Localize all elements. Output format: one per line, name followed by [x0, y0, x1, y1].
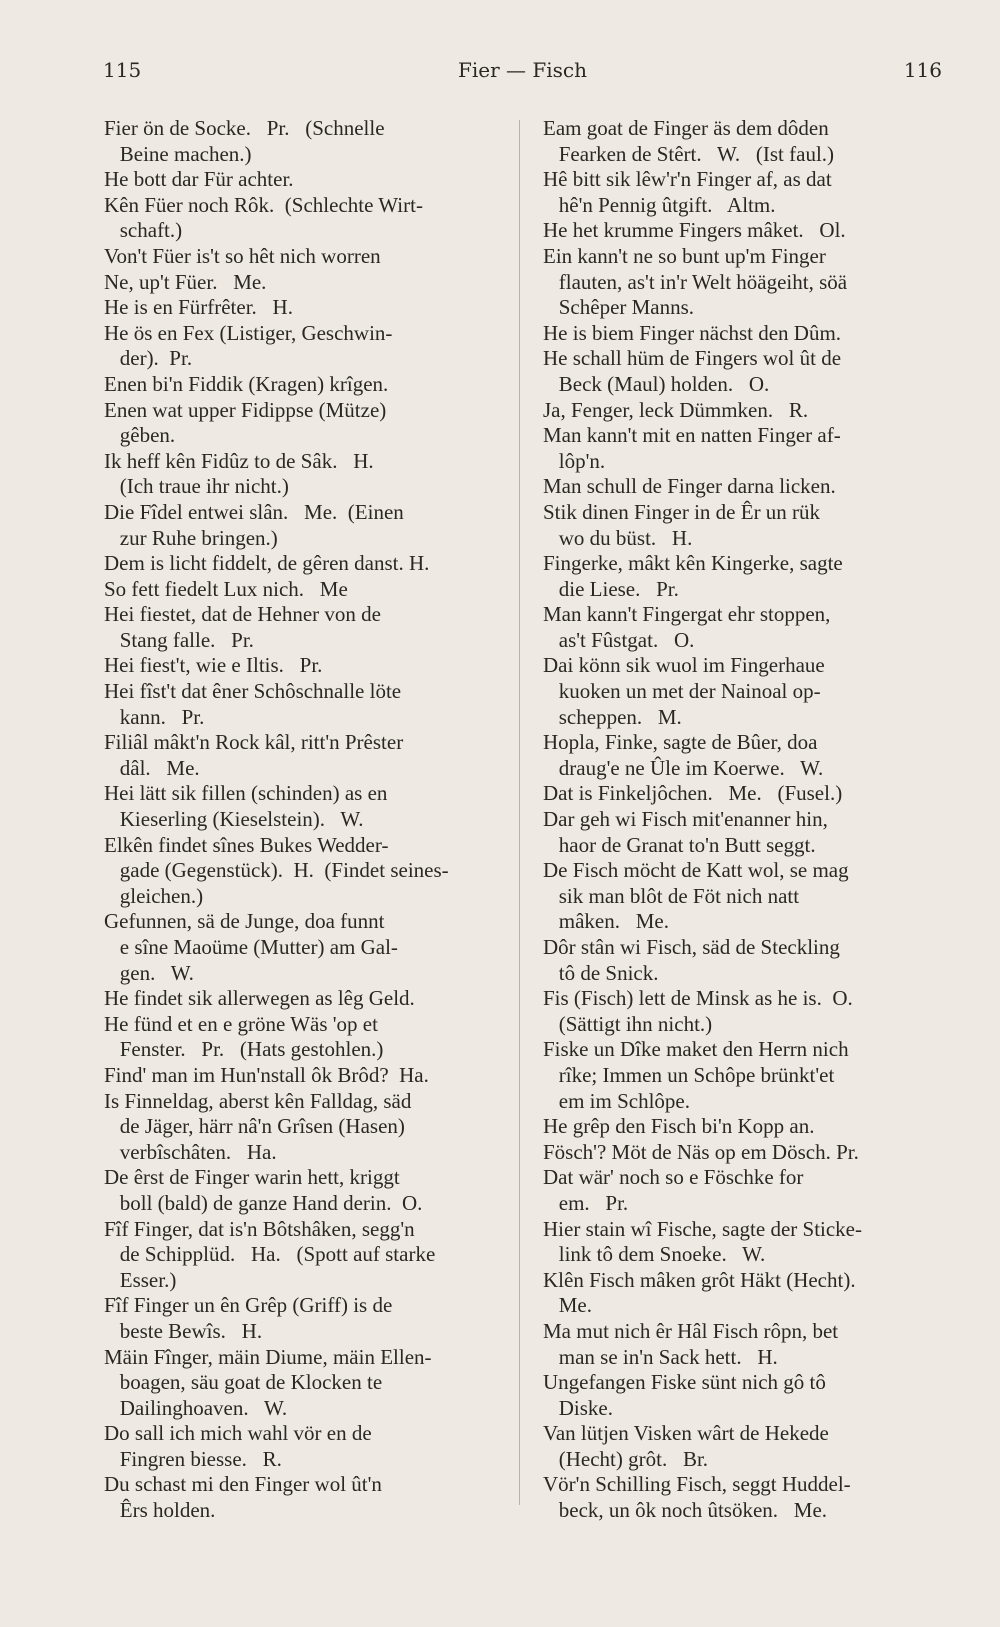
text-line: He is biem Finger nächst den Dûm. [543, 320, 842, 345]
text-line: beste Bewîs. H. [104, 1318, 263, 1343]
text-line: Fenster. Pr. (Hats gestohlen.) [104, 1037, 384, 1062]
text-line: tô de Snick. [543, 960, 659, 985]
text-line: Dem is licht fiddelt, de gêren danst. H. [104, 551, 430, 576]
text-line: em im Schlôpe. [543, 1088, 690, 1113]
text-line: Vör'n Schilling Fisch, seggt Huddel- [543, 1472, 851, 1497]
text-line: hê'n Pennig ûtgift. Altm. [543, 192, 776, 217]
text-line: Man kann't mit en natten Finger af- [543, 423, 841, 448]
text-line: He ös en Fex (Listiger, Geschwin- [104, 320, 393, 345]
text-line: Dailinghoaven. W. [104, 1395, 288, 1420]
text-line: de Jäger, härr nâ'n Grîsen (Hasen) [104, 1114, 405, 1139]
text-line: flauten, as't in'r Welt höägeiht, söä [543, 269, 848, 294]
text-line: verbîschâten. Ha. [104, 1139, 277, 1164]
text-line: Hier stain wî Fische, sagte der Sticke- [543, 1216, 862, 1241]
text-line: der). Pr. [104, 346, 193, 371]
text-line: He is en Fürfrêter. H. [104, 295, 293, 320]
text-line: Dar geh wi Fisch mit'enanner hin, [543, 807, 828, 832]
text-line: boagen, säu goat de Klocken te [104, 1370, 383, 1395]
text-line: Stang falle. Pr. [104, 627, 254, 652]
text-line: Enen wat upper Fidippse (Mütze) [104, 397, 387, 422]
text-line: Do sall ich mich wahl vör en de [104, 1421, 372, 1446]
text-line: Dat wär' noch so e Föschke for [543, 1165, 804, 1190]
text-line: as't Fûstgat. O. [543, 627, 695, 652]
text-line: Fingren biesse. R. [104, 1446, 282, 1471]
text-line: gade (Gegenstück). H. (Findet seines- [104, 858, 449, 883]
text-line: Elkên findet sînes Bukes Wedder- [104, 832, 389, 857]
text-line: Beine machen.) [104, 141, 252, 166]
text-line: Fîf Finger, dat is'n Bôtshâken, segg'n [104, 1216, 415, 1241]
text-line: He bott dar Für achter. [104, 167, 294, 192]
text-line: Fier ön de Socke. Pr. (Schnelle [104, 116, 385, 140]
text-line: schaft.) [104, 218, 183, 243]
text-line: So fett fiedelt Lux nich. Me [104, 576, 348, 601]
text-line: man se in'n Sack hett. H. [543, 1344, 778, 1369]
text-line: lôp'n. [543, 448, 606, 473]
text-line: (Ich traue ihr nicht.) [104, 474, 289, 499]
text-line: dâl. Me. [104, 755, 200, 780]
text-line: Ma mut nich êr Hâl Fisch rôpn, bet [543, 1318, 839, 1343]
text-line: Dôr stân wi Fisch, säd de Steckling [543, 935, 840, 959]
text-line: Find' man im Hun'nstall ôk Brôd? Ha. [104, 1062, 429, 1087]
text-line: wo du büst. H. [543, 525, 693, 550]
text-line: He schall hüm de Fingers wol ût de [543, 346, 842, 371]
text-line: haor de Granat to'n Butt seggt. [543, 832, 816, 857]
text-line: boll (bald) de ganze Hand derin. O. [104, 1190, 423, 1215]
text-line: Stik dinen Finger in de Êr un rük [543, 499, 821, 524]
text-line: Kên Füer noch Rôk. (Schlechte Wirt- [104, 192, 423, 217]
text-line: beck, un ôk noch ûtsöken. Me. [543, 1498, 828, 1523]
text-line: link tô dem Snoeke. W. [543, 1242, 766, 1267]
text-line: e sîne Maoüme (Mutter) am Gal- [104, 935, 398, 959]
text-line: Ein kann't ne so bunt up'm Finger [543, 243, 826, 268]
text-line: gen. W. [104, 960, 194, 985]
text-line: He fünd et en e gröne Wäs 'op et [104, 1011, 378, 1036]
left-column [104, 116, 502, 1524]
text-line: Du schast mi den Finger wol ût'n [104, 1472, 382, 1497]
text-line: Eam goat de Finger äs dem dôden [543, 116, 829, 140]
text-line: Fösch'? Möt de Näs op em Dösch. Pr. [543, 1139, 859, 1164]
text-line: Hei fîst't dat êner Schôschnalle löte [104, 679, 402, 704]
text-line: Mäin Fînger, mäin Diume, mäin Ellen- [104, 1344, 432, 1369]
text-line: Fearken de Stêrt. W. (Ist faul.) [543, 141, 835, 166]
text-line: Die Fîdel entwei slân. Me. (Einen [104, 499, 404, 524]
text-line: Enen bi'n Fiddik (Kragen) krîgen. [104, 371, 389, 396]
text-line: gleichen.) [104, 883, 204, 908]
text-line: Filiâl mâkt'n Rock kâl, ritt'n Prêster [104, 730, 404, 755]
text-line: Hê bitt sik lêw'r'n Finger af, as dat [543, 167, 832, 192]
text-line: kann. Pr. [104, 704, 205, 729]
text-line: die Liese. Pr. [543, 576, 679, 601]
text-line: em. Pr. [543, 1190, 629, 1215]
text-line: De êrst de Finger warin hett, kriggt [104, 1165, 400, 1190]
text-line: de Schipplüd. Ha. (Spott auf starke [104, 1242, 436, 1267]
text-line: draug'e ne Ûle im Koerwe. W. [543, 755, 824, 780]
text-line: Hei lätt sik fillen (schinden) as en [104, 781, 388, 806]
running-title: Fier — Fisch [457, 58, 587, 82]
text-line: kuoken un met der Nainoal op- [543, 679, 821, 704]
text-line: mâken. Me. [543, 909, 669, 934]
text-line: Klên Fisch mâken grôt Häkt (Hecht). [543, 1267, 856, 1292]
text-line: Me. [543, 1293, 592, 1318]
text-line: Fingerke, mâkt kên Kingerke, sagte [543, 551, 843, 576]
text-line: Hei fiest't, wie e Iltis. Pr. [104, 653, 323, 678]
page-number-right: 116 [903, 58, 942, 82]
text-line: Hopla, Finke, sagte de Bûer, doa [543, 730, 818, 755]
text-line: Man schull de Finger darna licken. [543, 474, 836, 499]
text-line: (Sättigt ihn nicht.) [543, 1011, 713, 1036]
text-line: Êrs holden. [104, 1498, 216, 1523]
text-line: zur Ruhe bringen.) [104, 525, 278, 550]
text-line: Diske. [543, 1395, 613, 1420]
text-line: Ungefangen Fiske sünt nich gô tô [543, 1370, 826, 1395]
text-line: He het krumme Fingers mâket. Ol. [543, 218, 846, 243]
text-line: He grêp den Fisch bi'n Kopp an. [543, 1114, 815, 1139]
text-line: Esser.) [104, 1267, 177, 1292]
text-line: Is Finneldag, aberst kên Falldag, säd [104, 1088, 412, 1113]
text-line: Ik heff kên Fidûz to de Sâk. H. [104, 448, 374, 473]
text-line: Fîf Finger un ên Grêp (Griff) is de [104, 1293, 393, 1318]
page-number-left: 115 [103, 58, 142, 82]
text-line: Gefunnen, sä de Junge, doa funnt [104, 909, 385, 934]
text-line: Ja, Fenger, leck Dümmken. R. [543, 397, 809, 422]
text-line: He findet sik allerwegen as lêg Geld. [104, 986, 415, 1011]
text-line: Kieserling (Kieselstein). W. [104, 807, 364, 832]
column-divider [519, 120, 520, 1505]
text-line: scheppen. M. [543, 704, 682, 729]
text-line: De Fisch möcht de Katt wol, se mag [543, 858, 849, 883]
text-line: (Hecht) grôt. Br. [543, 1446, 709, 1471]
text-line: Man kann't Fingergat ehr stoppen, [543, 602, 831, 627]
text-line: Fis (Fisch) lett de Minsk as he is. O. [543, 986, 853, 1011]
text-line: rîke; Immen un Schôpe brünkt'et [543, 1062, 835, 1087]
text-line: Von't Füer is't so hêt nich worren [104, 243, 381, 268]
text-line: Dai könn sik wuol im Fingerhaue [543, 653, 825, 678]
right-column [543, 116, 941, 1524]
text-line: Schêper Manns. [543, 295, 695, 320]
text-line: Ne, up't Füer. Me. [104, 269, 267, 294]
text-line: gêben. [104, 423, 176, 448]
text-line: Beck (Maul) holden. O. [543, 371, 770, 396]
text-line: sik man blôt de Föt nich natt [543, 883, 800, 908]
text-line: Van lütjen Visken wârt de Hekede [543, 1421, 829, 1446]
text-line: Dat is Finkeljôchen. Me. (Fusel.) [543, 781, 843, 806]
running-header [103, 58, 942, 88]
text-line: Fiske un Dîke maket den Herrn nich [543, 1037, 849, 1062]
text-line: Hei fiestet, dat de Hehner von de [104, 602, 381, 627]
